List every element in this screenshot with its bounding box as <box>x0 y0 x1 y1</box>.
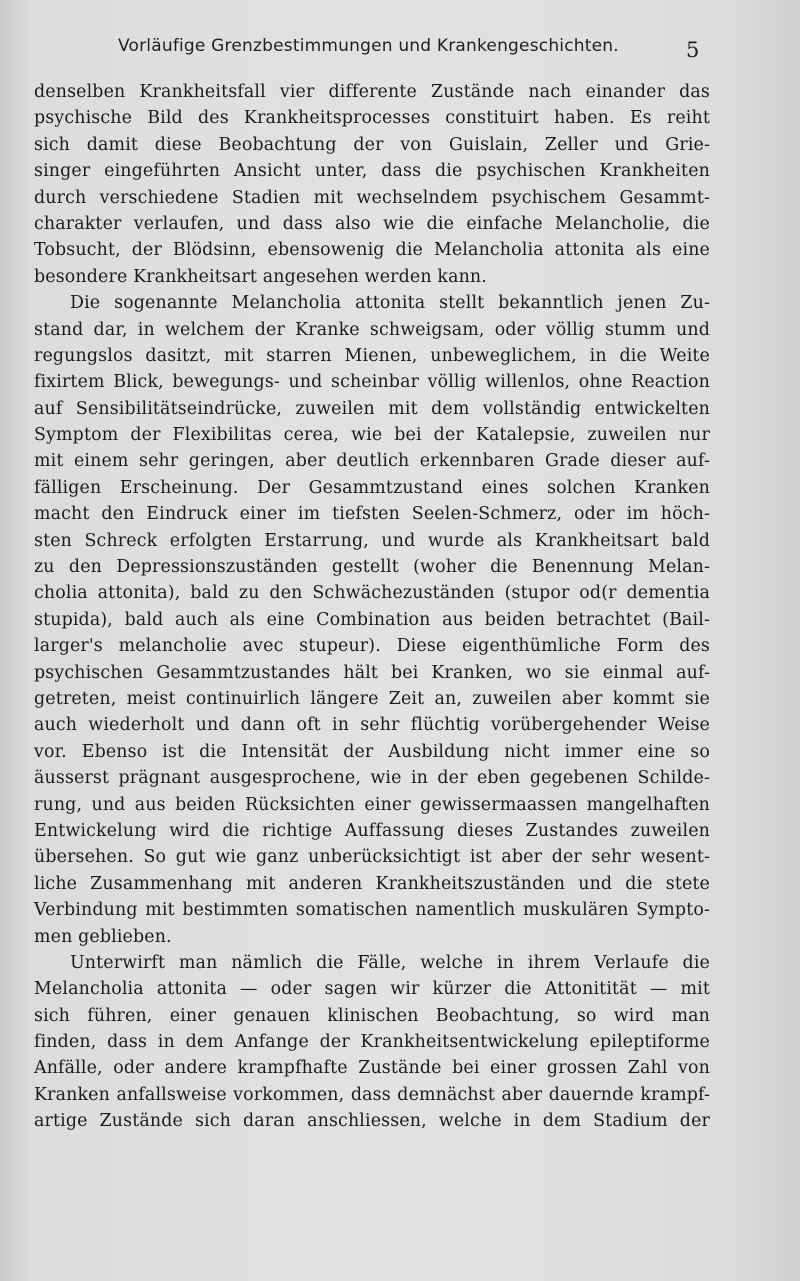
text-line: äusserst prägnant ausgesprochene, wie in der eben gegebenen Schilde- <box>34 768 710 789</box>
text-line: durch verschiedene Stadien mit wechselndem psychischem Gesammt- <box>34 187 710 208</box>
text-line: übersehen. So gut wie ganz unberücksichtigt ist aber der sehr wesent- <box>34 847 710 868</box>
text-line: Melancholia attonita — oder sagen wir kürzer die Attonitität — mit <box>34 979 710 1000</box>
text-line: getreten, meist continuirlich längere Zeit an, zuweilen aber kommt sie <box>34 688 710 709</box>
text-line: besondere Krankheitsart angesehen werden kann. <box>34 266 487 287</box>
text-line: psychischen Gesammtzustandes hält bei Kranken, wo sie einmal auf- <box>34 662 710 683</box>
text-line: finden, dass in dem Anfange der Krankheitsentwickelung epileptiforme <box>34 1032 710 1053</box>
text-line: Tobsucht, der Blödsinn, ebensowenig die Melancholia attonita als eine <box>34 240 710 261</box>
text-line: auf Sensibilitätseindrücke, zuweilen mit dem vollständig entwickelten <box>34 398 710 419</box>
text-line: rung, und aus beiden Rücksichten einer gewissermaassen mangelhaften <box>34 794 710 815</box>
text-line: vor. Ebenso ist die Intensität der Ausbildung nicht immer eine so <box>34 741 710 762</box>
text-line: zu den Depressionszuständen gestellt (woher die Benennung Melan- <box>34 557 710 578</box>
paragraph-first-line: Unterwirft man nämlich die Fälle, welche in ihrem Verlaufe die <box>70 952 710 973</box>
text-line: liche Zusammenhang mit anderen Krankheitszuständen und die stete <box>34 873 710 894</box>
text-line: charakter verlaufen, und dass also wie die einfache Melancholie, die <box>34 213 710 234</box>
text-line: macht den Eindruck einer im tiefsten Seelen-Schmerz, oder im höch- <box>34 504 710 525</box>
text-line: artige Zustände sich daran anschliessen, welche in dem Stadium der <box>34 1111 710 1132</box>
text-line: men geblieben. <box>34 926 172 947</box>
text-line: psychische Bild des Krankheitsprocesses constituirt haben. Es reiht <box>34 108 710 129</box>
text-line: Anfälle, oder andere krampfhafte Zustände bei einer grossen Zahl von <box>34 1058 710 1079</box>
text-line: Kranken anfallsweise vorkommen, dass demnächst aber dauernde krampf- <box>34 1084 710 1105</box>
paragraph-first-line: Die sogenannte Melancholia attonita stellt bekanntlich jenen Zu- <box>70 293 710 314</box>
text-line: Symptom der Flexibilitas cerea, wie bei der Katalepsie, zuweilen nur <box>34 425 710 446</box>
text-line: fälligen Erscheinung. Der Gesammtzustand eines solchen Kranken <box>34 477 710 498</box>
text-line: stand dar, in welchem der Kranke schweigsam, oder völlig stumm und <box>34 319 710 340</box>
text-line: Verbindung mit bestimmten somatischen namentlich muskulären Sympto- <box>34 900 710 921</box>
running-head <box>34 36 710 60</box>
text-line: mit einem sehr geringen, aber deutlich erkennbaren Grade dieser auf- <box>34 451 710 472</box>
text-line: denselben Krankheitsfall vier differente Zustände nach einander das <box>34 82 710 102</box>
running-title: Vorläufige Grenzbestimmungen und Krankengeschichten. <box>118 36 619 56</box>
text-line: auch wiederholt und dann oft in sehr flüchtig vorübergehender Weise <box>34 715 710 736</box>
text-line: fixirtem Blick, bewegungs- und scheinbar völlig willenlos, ohne Reaction <box>34 372 710 393</box>
page-number: 5 <box>686 38 700 62</box>
text-line: sich damit diese Beobachtung der von Guislain, Zeller und Grie- <box>34 134 710 155</box>
text-line: stupida), bald auch als eine Combination aus beiden betrachtet (Bail- <box>34 609 710 630</box>
body-text <box>34 79 710 1135</box>
text-line: sich führen, einer genauen klinischen Beobachtung, so wird man <box>34 1005 710 1026</box>
text-line: Entwickelung wird die richtige Auffassung dieses Zustandes zuweilen <box>34 820 710 841</box>
text-line: sten Schreck erfolgten Erstarrung, und wurde als Krankheitsart bald <box>34 530 710 551</box>
text-line: regungslos dasitzt, mit starren Mienen, unbeweglichem, in die Weite <box>34 345 710 366</box>
text-line: larger's melancholie avec stupeur). Diese eigenthümliche Form des <box>34 636 710 657</box>
text-line: cholia attonita), bald zu den Schwächezuständen (stupor od(r dementia <box>34 583 710 604</box>
text-line: singer eingeführten Ansicht unter, dass die psychischen Krankheiten <box>34 161 710 182</box>
